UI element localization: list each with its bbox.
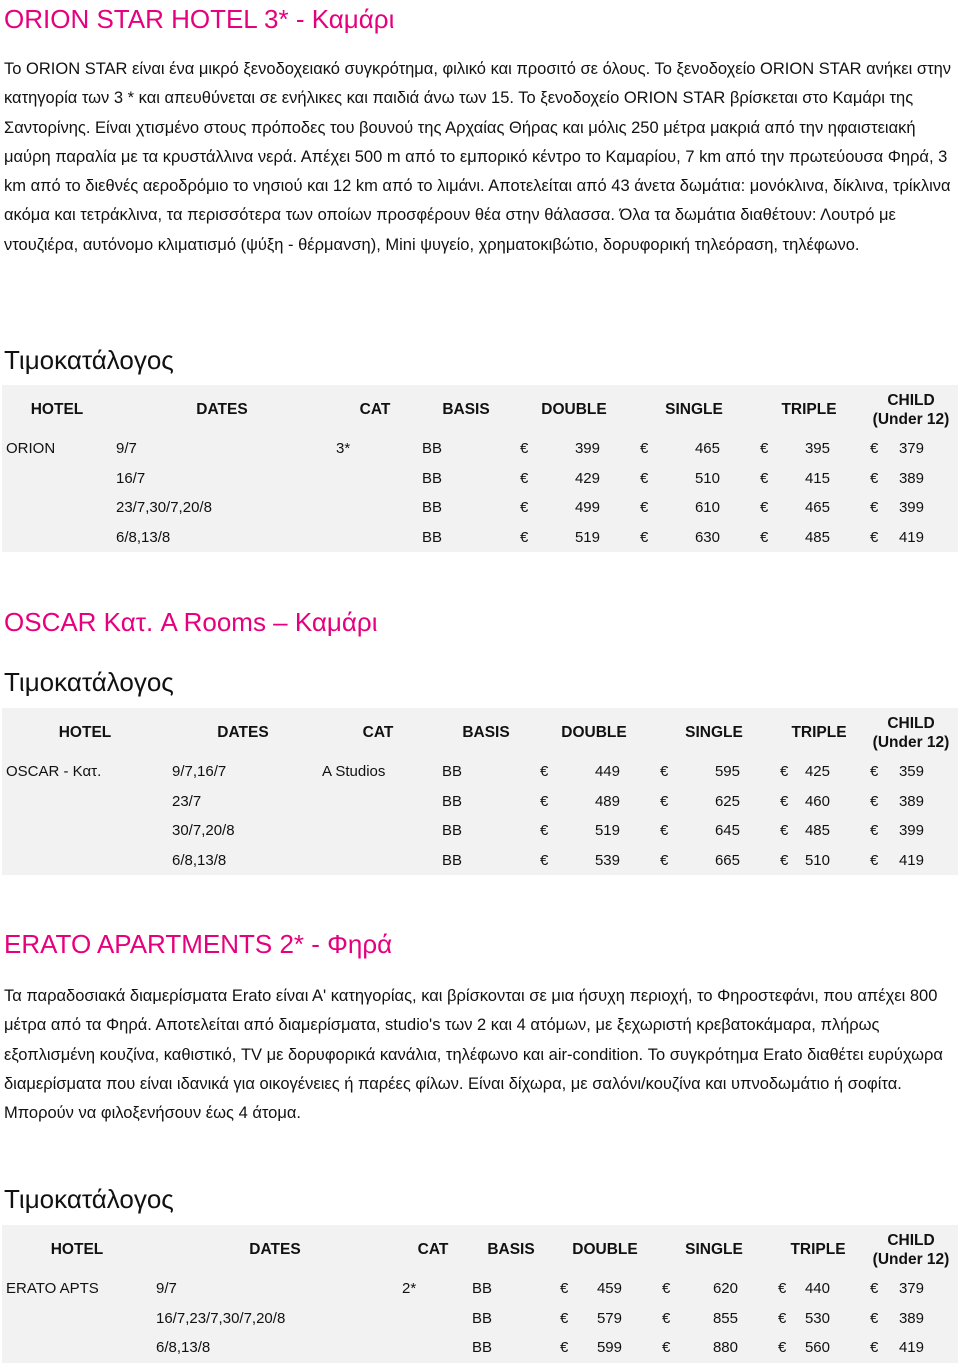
cell-dates: 9/7,16/7 bbox=[168, 757, 318, 787]
cell-basis: BB bbox=[438, 787, 534, 817]
currency-symbol: € bbox=[540, 852, 549, 870]
cell-dates: 16/7 bbox=[112, 464, 332, 494]
oscar-title: OSCAR Κατ. A Rooms – Καμάρι bbox=[4, 607, 378, 637]
cell-basis: BB bbox=[468, 1274, 554, 1304]
cell-hotel: OSCAR - Κατ. bbox=[2, 757, 168, 787]
table-row bbox=[2, 787, 958, 817]
currency-symbol: € bbox=[662, 1280, 671, 1298]
cell-dates: 16/7,23/7,30/7,20/8 bbox=[152, 1304, 398, 1334]
price-value: 419 bbox=[898, 1339, 924, 1357]
cell-dates: 23/7 bbox=[168, 787, 318, 817]
header-child bbox=[864, 385, 958, 434]
currency-symbol: € bbox=[870, 792, 879, 810]
currency-symbol: € bbox=[870, 763, 879, 781]
cell-triple bbox=[774, 787, 864, 817]
table-row bbox=[2, 1333, 958, 1363]
currency-symbol: € bbox=[660, 763, 669, 781]
cell-child bbox=[864, 816, 958, 846]
price-value: 399 bbox=[898, 499, 924, 517]
price-value: 425 bbox=[804, 763, 830, 781]
price-value: 599 bbox=[596, 1339, 622, 1357]
header-child-label: CHILD bbox=[887, 391, 935, 409]
cell-cat bbox=[318, 846, 438, 876]
price-value: 510 bbox=[694, 469, 720, 487]
price-value: 560 bbox=[804, 1339, 830, 1357]
currency-symbol: € bbox=[760, 469, 769, 487]
price-value: 645 bbox=[714, 822, 740, 840]
header-cat: CAT bbox=[398, 1225, 468, 1274]
price-value: 419 bbox=[898, 852, 924, 870]
price-value: 415 bbox=[804, 469, 830, 487]
header-basis: BASIS bbox=[418, 385, 514, 434]
currency-symbol: € bbox=[520, 499, 529, 517]
currency-symbol: € bbox=[640, 499, 649, 517]
header-triple: TRIPLE bbox=[774, 708, 864, 757]
cell-basis: BB bbox=[418, 464, 514, 494]
erato-price-table bbox=[2, 1225, 958, 1363]
price-value: 419 bbox=[898, 529, 924, 547]
cell-triple bbox=[754, 523, 864, 553]
cell-double bbox=[554, 1274, 656, 1304]
header-single: SINGLE bbox=[654, 708, 774, 757]
cell-basis: BB bbox=[438, 816, 534, 846]
cell-hotel: ERATO APTS bbox=[2, 1274, 152, 1304]
currency-symbol: € bbox=[780, 763, 789, 781]
cell-hotel bbox=[2, 846, 168, 876]
cell-triple bbox=[774, 816, 864, 846]
price-value: 880 bbox=[712, 1339, 738, 1357]
cell-triple bbox=[772, 1304, 864, 1334]
currency-symbol: € bbox=[640, 529, 649, 547]
cell-basis: BB bbox=[438, 846, 534, 876]
price-value: 389 bbox=[898, 792, 924, 810]
cell-hotel bbox=[2, 1304, 152, 1334]
header-child-age: (Under 12) bbox=[872, 733, 950, 751]
price-value: 855 bbox=[712, 1309, 738, 1327]
cell-double bbox=[534, 846, 654, 876]
oscar-pricelist-heading: Τιμοκατάλογος bbox=[4, 667, 174, 697]
table-row bbox=[2, 434, 958, 464]
cell-cat bbox=[398, 1333, 468, 1363]
header-single: SINGLE bbox=[634, 385, 754, 434]
cell-hotel bbox=[2, 464, 112, 494]
cell-dates: 9/7 bbox=[112, 434, 332, 464]
currency-symbol: € bbox=[560, 1280, 569, 1298]
price-value: 449 bbox=[594, 763, 620, 781]
price-value: 485 bbox=[804, 822, 830, 840]
header-double: DOUBLE bbox=[534, 708, 654, 757]
header-child bbox=[864, 1225, 958, 1274]
price-value: 630 bbox=[694, 529, 720, 547]
price-value: 395 bbox=[804, 440, 830, 458]
cell-cat: 3* bbox=[332, 434, 418, 464]
cell-cat bbox=[332, 464, 418, 494]
cell-triple bbox=[774, 846, 864, 876]
header-triple: TRIPLE bbox=[772, 1225, 864, 1274]
table-header-row bbox=[2, 708, 958, 757]
cell-double bbox=[514, 493, 634, 523]
currency-symbol: € bbox=[540, 792, 549, 810]
orion-description: Το ORION STAR είναι ένα μικρό ξενοδοχειακό συγκρότημα, φιλικό και προσιτό σε όλους. Το ξενοδοχείο ORION STAR ανήκει στην κατηγορία των 3 * και απευθύνεται σε ενήλικες και παιδιά άνω των 15. Το ξενοδοχείο ORION STAR βρίσκεται στο Καμάρι της Σαντορίνης. Είναι χτισμένο στους πρόποδες του βουνού της Αρχαίας Θήρας και μόλις 250 μέτρα μακριά από την ηφαιστειακή μαύρη παραλία με τα κρυστάλλινα νερά. Απέχει 500 m από το εμπορικό κέντρο το Καμαρίου, 7 km από την πρωτεύουσα Φηρά, 3 km από το διεθνές αεροδρόμιο το νησιού και 12 km από το λιμάνι. Αποτελείται από 43 άνετα δωμάτια: μονόκλινα, δίκλινα, τρίκλινα ακόμα και τετράκλινα, τα περισσότερα των οποίων προσφέρουν θέα στην θάλασσα. Όλα τα δωμάτια διαθέτουν: Λουτρό με ντουζιέρα, αυτόνομο κλιματισμό (ψύξη - θέρμανση), Mini ψυγείο, χρηματοκιβώτιο, δορυφορική τηλεόραση, τηλέφωνο. bbox=[4, 60, 952, 254]
cell-hotel bbox=[2, 493, 112, 523]
header-hotel: HOTEL bbox=[2, 385, 112, 434]
table-header-row bbox=[2, 1225, 958, 1274]
cell-single bbox=[654, 787, 774, 817]
table-row bbox=[2, 523, 958, 553]
currency-symbol: € bbox=[778, 1339, 787, 1357]
cell-single bbox=[654, 846, 774, 876]
currency-symbol: € bbox=[870, 852, 879, 870]
cell-dates: 30/7,20/8 bbox=[168, 816, 318, 846]
price-value: 539 bbox=[594, 852, 620, 870]
currency-symbol: € bbox=[778, 1280, 787, 1298]
price-value: 519 bbox=[594, 822, 620, 840]
price-value: 460 bbox=[804, 792, 830, 810]
cell-basis: BB bbox=[468, 1304, 554, 1334]
price-value: 379 bbox=[898, 1280, 924, 1298]
cell-double bbox=[534, 816, 654, 846]
currency-symbol: € bbox=[640, 469, 649, 487]
currency-symbol: € bbox=[760, 529, 769, 547]
price-value: 465 bbox=[804, 499, 830, 517]
cell-basis: BB bbox=[418, 434, 514, 464]
orion-price-table bbox=[2, 385, 958, 552]
currency-symbol: € bbox=[660, 852, 669, 870]
currency-symbol: € bbox=[560, 1309, 569, 1327]
table-row bbox=[2, 846, 958, 876]
table-row bbox=[2, 1304, 958, 1334]
cell-basis: BB bbox=[418, 523, 514, 553]
currency-symbol: € bbox=[870, 529, 879, 547]
cell-cat bbox=[332, 523, 418, 553]
cell-hotel: ORION bbox=[2, 434, 112, 464]
cell-basis: BB bbox=[468, 1333, 554, 1363]
price-value: 440 bbox=[804, 1280, 830, 1298]
header-child-label: CHILD bbox=[887, 1231, 935, 1249]
cell-triple bbox=[772, 1274, 864, 1304]
cell-double bbox=[534, 787, 654, 817]
price-value: 519 bbox=[574, 529, 600, 547]
orion-title: ORION STAR HOTEL 3* - Καμάρι bbox=[4, 4, 395, 34]
cell-cat bbox=[332, 493, 418, 523]
price-value: 510 bbox=[804, 852, 830, 870]
header-hotel: HOTEL bbox=[2, 708, 168, 757]
currency-symbol: € bbox=[870, 1339, 879, 1357]
cell-triple bbox=[754, 434, 864, 464]
table-row bbox=[2, 757, 958, 787]
cell-dates: 6/8,13/8 bbox=[168, 846, 318, 876]
cell-single bbox=[634, 434, 754, 464]
price-value: 665 bbox=[714, 852, 740, 870]
cell-triple bbox=[754, 493, 864, 523]
cell-child bbox=[864, 1304, 958, 1334]
currency-symbol: € bbox=[780, 822, 789, 840]
cell-child bbox=[864, 1333, 958, 1363]
header-dates: DATES bbox=[168, 708, 318, 757]
cell-dates: 23/7,30/7,20/8 bbox=[112, 493, 332, 523]
cell-hotel bbox=[2, 1333, 152, 1363]
price-value: 459 bbox=[596, 1280, 622, 1298]
currency-symbol: € bbox=[520, 440, 529, 458]
cell-child bbox=[864, 523, 958, 553]
price-value: 389 bbox=[898, 1309, 924, 1327]
header-cat: CAT bbox=[318, 708, 438, 757]
currency-symbol: € bbox=[662, 1309, 671, 1327]
price-value: 489 bbox=[594, 792, 620, 810]
price-value: 499 bbox=[574, 499, 600, 517]
cell-double bbox=[514, 464, 634, 494]
table-header-row bbox=[2, 385, 958, 434]
table-row bbox=[2, 1274, 958, 1304]
cell-cat bbox=[318, 787, 438, 817]
price-value: 359 bbox=[898, 763, 924, 781]
cell-double bbox=[554, 1333, 656, 1363]
currency-symbol: € bbox=[870, 1280, 879, 1298]
currency-symbol: € bbox=[870, 440, 879, 458]
cell-child bbox=[864, 434, 958, 464]
header-child-label: CHILD bbox=[887, 714, 935, 732]
currency-symbol: € bbox=[778, 1309, 787, 1327]
table-row bbox=[2, 464, 958, 494]
currency-symbol: € bbox=[870, 499, 879, 517]
header-child bbox=[864, 708, 958, 757]
header-triple: TRIPLE bbox=[754, 385, 864, 434]
orion-pricelist-heading: Τιμοκατάλογος bbox=[4, 345, 174, 375]
currency-symbol: € bbox=[560, 1339, 569, 1357]
currency-symbol: € bbox=[660, 792, 669, 810]
currency-symbol: € bbox=[520, 529, 529, 547]
currency-symbol: € bbox=[870, 469, 879, 487]
price-value: 595 bbox=[714, 763, 740, 781]
cell-single bbox=[634, 523, 754, 553]
header-cat: CAT bbox=[332, 385, 418, 434]
cell-basis: BB bbox=[438, 757, 534, 787]
currency-symbol: € bbox=[662, 1339, 671, 1357]
price-value: 399 bbox=[574, 440, 600, 458]
currency-symbol: € bbox=[520, 469, 529, 487]
cell-single bbox=[656, 1274, 772, 1304]
cell-double bbox=[514, 523, 634, 553]
cell-single bbox=[656, 1333, 772, 1363]
header-child-age: (Under 12) bbox=[872, 410, 950, 428]
header-basis: BASIS bbox=[438, 708, 534, 757]
price-value: 465 bbox=[694, 440, 720, 458]
currency-symbol: € bbox=[760, 499, 769, 517]
header-double: DOUBLE bbox=[514, 385, 634, 434]
header-dates: DATES bbox=[152, 1225, 398, 1274]
cell-single bbox=[654, 816, 774, 846]
cell-double bbox=[554, 1304, 656, 1334]
currency-symbol: € bbox=[870, 822, 879, 840]
cell-single bbox=[634, 464, 754, 494]
cell-triple bbox=[754, 464, 864, 494]
header-basis: BASIS bbox=[468, 1225, 554, 1274]
price-value: 485 bbox=[804, 529, 830, 547]
oscar-price-table bbox=[2, 708, 958, 875]
currency-symbol: € bbox=[540, 763, 549, 781]
cell-basis: BB bbox=[418, 493, 514, 523]
cell-hotel bbox=[2, 523, 112, 553]
erato-pricelist-heading: Τιμοκατάλογος bbox=[4, 1184, 174, 1214]
cell-cat bbox=[318, 816, 438, 846]
cell-dates: 6/8,13/8 bbox=[112, 523, 332, 553]
price-value: 389 bbox=[898, 469, 924, 487]
table-row bbox=[2, 493, 958, 523]
cell-single bbox=[634, 493, 754, 523]
cell-dates: 6/8,13/8 bbox=[152, 1333, 398, 1363]
header-single: SINGLE bbox=[656, 1225, 772, 1274]
price-value: 429 bbox=[574, 469, 600, 487]
cell-hotel bbox=[2, 787, 168, 817]
cell-child bbox=[864, 757, 958, 787]
currency-symbol: € bbox=[660, 822, 669, 840]
currency-symbol: € bbox=[870, 1309, 879, 1327]
currency-symbol: € bbox=[540, 822, 549, 840]
cell-single bbox=[656, 1304, 772, 1334]
cell-single bbox=[654, 757, 774, 787]
cell-cat: A Studios bbox=[318, 757, 438, 787]
erato-title: ERATO APARTMENTS 2* - Φηρά bbox=[4, 929, 393, 959]
header-dates: DATES bbox=[112, 385, 332, 434]
price-value: 579 bbox=[596, 1309, 622, 1327]
cell-cat bbox=[398, 1304, 468, 1334]
currency-symbol: € bbox=[760, 440, 769, 458]
price-value: 530 bbox=[804, 1309, 830, 1327]
currency-symbol: € bbox=[640, 440, 649, 458]
price-value: 620 bbox=[712, 1280, 738, 1298]
cell-child bbox=[864, 493, 958, 523]
cell-double bbox=[514, 434, 634, 464]
header-hotel: HOTEL bbox=[2, 1225, 152, 1274]
cell-double bbox=[534, 757, 654, 787]
cell-triple bbox=[772, 1333, 864, 1363]
price-value: 379 bbox=[898, 440, 924, 458]
price-value: 610 bbox=[694, 499, 720, 517]
price-value: 625 bbox=[714, 792, 740, 810]
price-value: 399 bbox=[898, 822, 924, 840]
table-row bbox=[2, 816, 958, 846]
cell-child bbox=[864, 1274, 958, 1304]
cell-dates: 9/7 bbox=[152, 1274, 398, 1304]
cell-child bbox=[864, 787, 958, 817]
cell-triple bbox=[774, 757, 864, 787]
currency-symbol: € bbox=[780, 792, 789, 810]
header-double: DOUBLE bbox=[554, 1225, 656, 1274]
erato-description: Τα παραδοσιακά διαμερίσματα Erato είναι Α' κατηγορίας, και βρίσκονται σε μια ήσυχη περιοχή, το Φηροστεφάνι, που απέχει 800 μέτρα από τα Φηρά. Αποτελείται από διαμερίσματα, studio's των 2 και 4 ατόμων, με ξεχωριστή κρεβατοκάμαρα, πλήρως εξοπλισμένη κουζίνα, καθιστικό, TV με δορυφορικά κανάλια, τηλέφωνο και air-condition. Το συγκρότημα Erato διαθέτει ευρύχωρα διαμερίσματα που είναι ιδανικά για οικογένειες ή παρέες φίλων. Είναι δίχωρα, με σαλόνι/κουζίνα και υπνοδωμάτιο ή σοφίτα. Μπορούν να φιλοξενήσουν έως 4 άτομα. bbox=[4, 987, 943, 1123]
currency-symbol: € bbox=[780, 852, 789, 870]
cell-child bbox=[864, 464, 958, 494]
header-child-age: (Under 12) bbox=[872, 1250, 950, 1268]
cell-hotel bbox=[2, 816, 168, 846]
cell-cat: 2* bbox=[398, 1274, 468, 1304]
cell-child bbox=[864, 846, 958, 876]
